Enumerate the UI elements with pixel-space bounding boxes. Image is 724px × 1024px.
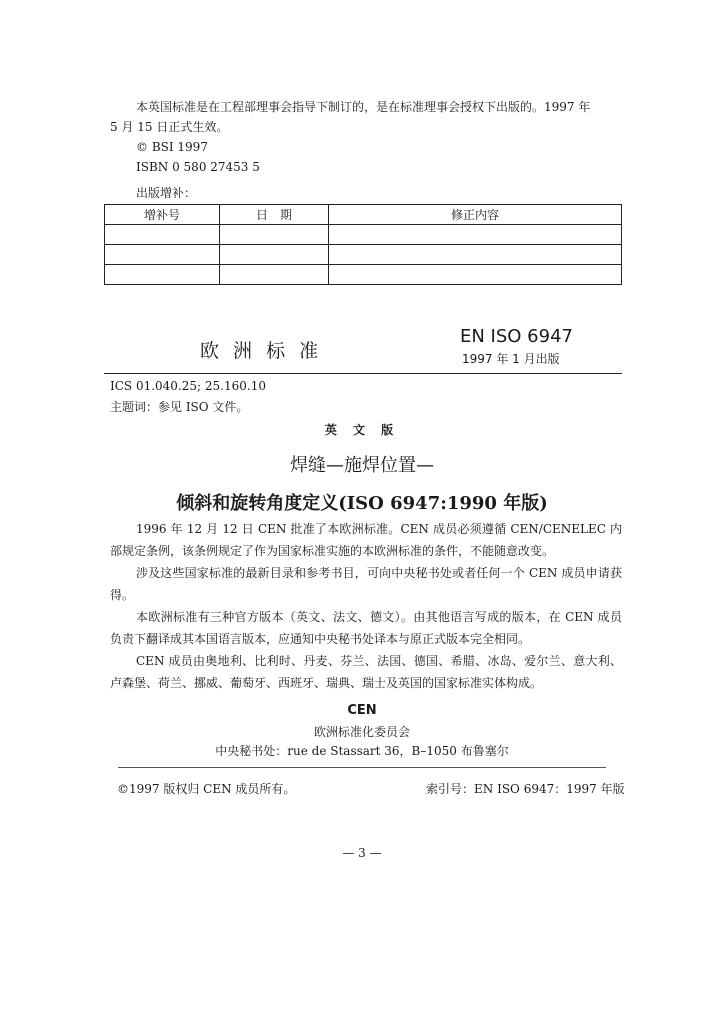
standard-number: EN ISO 6947 <box>460 326 573 347</box>
column-header-amendment-no: 增补号 <box>105 205 220 225</box>
column-header-date: 日 期 <box>220 205 329 225</box>
descriptors: 主题词：参见 ISO 文件。 <box>110 400 249 414</box>
document-title-line1: 焊缝—施焊位置— <box>290 455 434 476</box>
cen-address: 中央秘书处：rue de Stassart 36，B–1050 布鲁塞尔 <box>215 744 509 758</box>
footer-reference: 索引号：EN ISO 6947：1997 年版 <box>426 782 625 796</box>
ics-codes: ICS 01.040.25; 25.160.10 <box>110 379 266 393</box>
isbn: ISBN 0 580 27453 5 <box>136 160 260 174</box>
footer-copyright: ©1997 版权归 CEN 成员所有。 <box>117 782 296 796</box>
approval-statement-line2: 5 月 15 日正式生效。 <box>110 120 229 134</box>
approval-statement-line1: 本英国标准是在工程部理事会指导下制订的，是在标准理事会授权下出版的。1997 年 <box>136 100 591 114</box>
paragraph-members: CEN 成员由奥地利、比利时、丹麦、芬兰、法国、德国、希腊、冰岛、爱尔兰、意大利、卢森堡、荷兰、挪威、葡萄牙、西班牙、瑞典、瑞士及英国的国家标准实体构成。 <box>110 654 622 690</box>
document-type-title: 欧 洲 标 准 <box>200 340 323 362</box>
table-row <box>105 265 622 285</box>
table-header-row <box>105 205 622 225</box>
cen-full-name: 欧洲标准化委员会 <box>313 725 410 739</box>
language-version: 英 文 版 <box>324 423 400 437</box>
cen-abbreviation: CEN <box>347 703 377 718</box>
publish-date: 1997 年 1 月出版 <box>462 352 560 366</box>
footer-divider <box>118 767 606 768</box>
document-title-line2: 倾斜和旋转角度定义(ISO 6947:1990 年版) <box>176 493 548 514</box>
table-row <box>105 245 622 265</box>
amendments-table <box>104 204 622 285</box>
paragraph-official-versions: 本欧洲标准有三种官方版本（英文、法文、德文）。由其他语言写成的版本，在 CEN 成员负责下翻译成其本国语言版本，应通知中央秘书处译本与原正式版本完全相同。 <box>110 610 622 646</box>
paragraph-approval: 1996 年 12 月 12 日 CEN 批准了本欧洲标准。CEN 成员必须遵循 CEN/CENELEC 内部规定条例，该条例规定了作为国家标准实施的本欧洲标准的条件，不能随意改变。 <box>110 522 622 558</box>
paragraph-catalogue: 涉及这些国家标准的最新目录和参考书目，可向中央秘书处或者任何一个 CEN 成员申请获得。 <box>110 566 622 602</box>
table-row <box>105 225 622 245</box>
bsi-copyright: © BSI 1997 <box>136 140 208 154</box>
amendments-heading: 出版增补： <box>136 186 197 200</box>
header-divider <box>104 373 622 374</box>
column-header-corrections: 修正内容 <box>329 205 622 225</box>
page-number: — 3 — <box>342 846 382 860</box>
